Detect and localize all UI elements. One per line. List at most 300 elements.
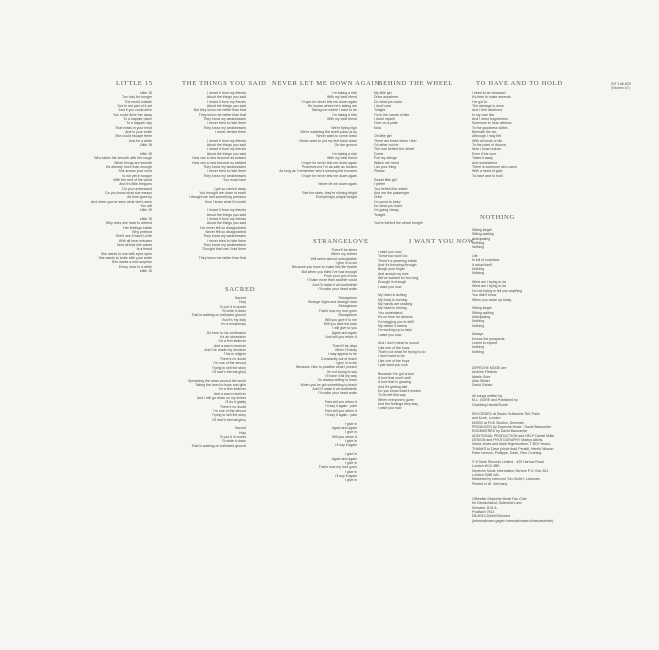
lyric-line: Nothing bbox=[472, 267, 485, 272]
lyric-line: Never let me down again bbox=[318, 182, 357, 187]
lyric-line: With the rest of the world bbox=[113, 177, 152, 182]
lyric-line: There is someone who cares bbox=[472, 164, 517, 169]
lyric-line: I'll say it again bbox=[335, 473, 357, 478]
lyric-line: I'm always willing to learn bbox=[317, 378, 357, 383]
lyric-line: To the point of divorce bbox=[472, 143, 507, 148]
lyric-line: I'll say it again bbox=[335, 443, 357, 448]
lyric-line: Holy bbox=[238, 300, 246, 305]
lyric-line: I heard it from my friends bbox=[207, 208, 246, 213]
lyric-line: Drive bbox=[374, 195, 383, 200]
lyric-line: She'll see it hasn't a life bbox=[115, 234, 152, 239]
credit-line: M.L. GORE and Published by bbox=[472, 398, 518, 403]
song-lyrics bbox=[374, 91, 423, 226]
lyric-line: I'll take more than another could bbox=[307, 278, 357, 283]
lyric-line: I'm begging you to fulfil bbox=[378, 319, 414, 324]
song-lyrics bbox=[91, 91, 152, 273]
lyric-line: Of love's eternal glory bbox=[212, 417, 246, 422]
credits-production bbox=[472, 412, 554, 455]
lyric-line: How I knew what it's worth bbox=[204, 199, 246, 204]
lyric-line: What am I trying to be bbox=[472, 284, 507, 289]
lyric-line: Little 15 bbox=[139, 91, 152, 95]
lyric-line: Takes it away bbox=[472, 156, 494, 161]
lyric-line: They know my weaknesses bbox=[203, 164, 246, 169]
lyric-line: Again and again bbox=[331, 426, 357, 431]
lyric-line: They know me better than that bbox=[198, 256, 246, 261]
lyric-line: And the feelings they stay bbox=[378, 402, 419, 407]
lyric-line: Little 15 bbox=[139, 216, 152, 221]
lyric-line: And I don't mean to sound bbox=[378, 341, 419, 346]
lyric-line: About the things you said bbox=[206, 151, 246, 156]
lyric-line: Sacred bbox=[234, 426, 246, 431]
lyric-line: Little 15 bbox=[139, 269, 152, 274]
credit-line: MIXED at PUK Studios, Denmark bbox=[472, 420, 524, 425]
lyric-line: With all hear misuses bbox=[118, 238, 152, 243]
lyric-line: About the things you said bbox=[206, 221, 246, 226]
lyric-line: I thought we had something precious bbox=[188, 195, 246, 200]
credits-copyright bbox=[472, 460, 548, 486]
lyric-line: What am I trying to do bbox=[472, 280, 507, 285]
lyric-line: Always bbox=[472, 332, 484, 337]
lyric-line: But they know me better than that bbox=[193, 108, 246, 113]
lyric-line: To a happier place bbox=[123, 117, 152, 122]
lyric-line: She wants to use with eyes open bbox=[100, 251, 152, 256]
credits-songwriting bbox=[472, 394, 518, 407]
lyric-line: With all kinds of dirt bbox=[472, 138, 503, 143]
lyric-line: Little 15 bbox=[139, 143, 152, 148]
lyric-line: Sitting target bbox=[472, 306, 492, 311]
lyric-line: And I will go down on my knees bbox=[196, 395, 246, 400]
lyric-line: And accept my love bbox=[378, 271, 409, 276]
lyric-line: A love that won't wait bbox=[378, 375, 411, 380]
lyric-line: Constantly out of reach bbox=[321, 356, 357, 361]
lyric-line: I heard it from my friends bbox=[207, 91, 246, 95]
lyric-line: They know my weaknesses bbox=[203, 125, 246, 130]
lyric-line: To put it in words bbox=[219, 304, 246, 309]
lyric-line: Will you take the pain bbox=[323, 321, 357, 326]
lyric-line: I'd rather not be bbox=[374, 143, 399, 148]
lyric-line: To be left this way bbox=[378, 393, 406, 398]
lyric-line: I give in bbox=[344, 460, 357, 465]
lyric-line: Do you know what she means bbox=[105, 190, 152, 195]
catalog-line: (Stumm 47) bbox=[611, 86, 630, 91]
lyric-line: That is walking on hallowed ground bbox=[191, 313, 246, 318]
lyric-line: I never tried to hide them bbox=[207, 169, 246, 174]
lyric-line: Burgh your finger bbox=[378, 267, 405, 272]
lyric-line: It's already more than enough bbox=[105, 164, 152, 169]
lyric-line: Now all that she wants bbox=[116, 243, 152, 248]
lyric-line: When everyone's gone bbox=[378, 397, 414, 402]
lyric-line: The one behind the wheel bbox=[374, 147, 415, 152]
lyric-line: But it's my duty bbox=[222, 317, 246, 322]
lyric-line: And it's throwing through bbox=[378, 263, 417, 268]
lyric-line: When things are smooth bbox=[114, 160, 152, 165]
credit-line: für Deutschland, Österreich und bbox=[472, 501, 522, 506]
lyric-line: Do what you want bbox=[374, 99, 402, 104]
lyric-line: As time goes by bbox=[127, 195, 152, 200]
lyric-line: And it's getting late bbox=[378, 384, 408, 389]
lyric-line: Just for a while bbox=[128, 138, 152, 143]
lyric-line: Like one of the boys bbox=[378, 358, 410, 363]
lyric-line: Promises me I'm as safe as houses bbox=[301, 164, 357, 169]
credit-line: Marketed by Intercord Ton GmbH, Licensee. bbox=[472, 477, 541, 482]
lyric-line: There's no doubt bbox=[219, 356, 246, 361]
lyric-line: I'll make your heart smile bbox=[318, 391, 357, 396]
lyric-line: They know my weaknesses bbox=[203, 173, 246, 178]
lyric-line: Although I may flirt bbox=[472, 134, 501, 139]
lyric-line: Do you know what it means bbox=[378, 389, 421, 393]
credit-line: ADDITIONAL PRODUCTION and HELP Daniel Miller bbox=[472, 433, 555, 438]
song-lyrics bbox=[279, 91, 357, 200]
lyric-line: I will give to you bbox=[332, 326, 357, 331]
lyric-line: When you've got something to teach bbox=[300, 382, 357, 387]
lyric-line: Strangelove bbox=[338, 313, 357, 318]
song-lyrics bbox=[292, 248, 357, 483]
lyric-line: Watch me move bbox=[374, 160, 400, 165]
lyric-line: Everything's alright tonight bbox=[316, 195, 357, 200]
lyric-line: They know my weaknesses bbox=[203, 117, 246, 122]
lyric-line: Will you give it to me bbox=[324, 317, 357, 322]
lyric-line: Strange highs and strange lows bbox=[307, 300, 357, 305]
lyric-line: My heart is aching bbox=[378, 293, 407, 298]
lyric-line: Tonight bbox=[374, 212, 386, 217]
lyric-line: To have and to hold bbox=[472, 173, 503, 178]
lyric-line: Nothing bbox=[472, 345, 485, 350]
credit-line: and Konk, London bbox=[472, 416, 501, 421]
lyric-line: To write it down bbox=[221, 309, 246, 314]
lyric-line: We've wanted for too long bbox=[378, 276, 419, 281]
lyric-line: There'll be times bbox=[331, 248, 357, 252]
lyric-line: The world outside bbox=[124, 99, 152, 104]
lyric-line: Drive anywhere bbox=[374, 95, 399, 100]
credit-line: Peter Iverson, Phillippe, Dean, Rico Conning bbox=[472, 451, 542, 456]
lyric-line: Do what you want bbox=[374, 203, 402, 208]
lyric-line: I need to be cleansed bbox=[472, 91, 506, 95]
credit-line: David Jones and Mark Higenbottam, T BOY Assoc. bbox=[472, 442, 552, 447]
lyric-line: When you woke up today bbox=[472, 297, 512, 302]
lyric-line: Sitting target bbox=[472, 228, 492, 232]
lyric-line: I want you now bbox=[378, 332, 402, 337]
lyric-line: As long as I remember who's wearing the trousers bbox=[279, 169, 357, 174]
lyric-line: Oh little girl bbox=[374, 134, 392, 139]
lyric-line: About the things you said bbox=[206, 143, 246, 148]
lyric-line: Will you return it bbox=[331, 434, 357, 439]
lyric-line: Tonight bbox=[374, 108, 386, 113]
lyric-line: I'm not trying to tell you anything bbox=[472, 288, 523, 293]
credit-line: Printed in W. Germany bbox=[472, 481, 508, 486]
lyric-line: Is a friend bbox=[136, 247, 152, 252]
lyric-line: I've never felt so disappointed bbox=[199, 225, 246, 230]
lyric-line: You didn't know bbox=[472, 293, 497, 298]
lyric-line: The damage is done bbox=[472, 104, 504, 109]
credit-line: Andrew Fletcher bbox=[472, 370, 498, 375]
lyric-line: There'll be days bbox=[332, 343, 357, 348]
lyric-line: Anticipating bbox=[472, 236, 491, 241]
lyric-line: I never tried to hide them bbox=[207, 121, 246, 126]
lyric-line: So here is my confession bbox=[206, 330, 246, 335]
lyric-line: To a happier day bbox=[126, 121, 152, 126]
lyric-line: And I've made my decision bbox=[204, 348, 246, 353]
lyric-line: She wants to smile with your smile bbox=[98, 256, 152, 261]
credit-line: Offizieller Depeche Mode Fan-Club bbox=[472, 497, 527, 501]
catalog-number bbox=[611, 82, 631, 91]
lyric-line: Nothing bbox=[472, 319, 485, 324]
lyric-line: I'll say it again - pain bbox=[325, 404, 357, 409]
lyric-line: I'm working up to take bbox=[378, 328, 412, 333]
lyric-line: They know me better than that bbox=[198, 112, 246, 117]
lyric-line: Do you understand bbox=[122, 186, 152, 191]
lyric-line: And I feel deceived bbox=[472, 108, 502, 113]
credit-line: Alan Wilder bbox=[472, 379, 490, 384]
lyric-line: I give in bbox=[344, 478, 357, 483]
lyric-line: Nothing bbox=[472, 271, 485, 276]
lyric-line: With a heart of gold bbox=[472, 169, 503, 174]
lyric-line: I'm a firm believer bbox=[218, 387, 246, 392]
lyric-line: We're watching the world pass us by bbox=[300, 130, 357, 135]
lyric-line: You understand bbox=[378, 310, 403, 315]
credit-line: Depeche Mode Information Service P.O. Box 304 bbox=[472, 468, 549, 473]
credit-line: David Gahan bbox=[472, 383, 493, 388]
credit-line: DESIGN and PHOTOGRAPHY Martyn Atkins, bbox=[472, 438, 544, 443]
credit-line: Grabbing Hands/Sonet bbox=[472, 402, 508, 407]
lyric-line: I'm a firm believer bbox=[218, 339, 246, 344]
lyric-line: I'll do it gladly bbox=[225, 400, 246, 405]
lyric-line: I don't care bbox=[374, 104, 392, 109]
lyric-line: I've got to bbox=[472, 99, 488, 104]
lyric-line: There's a yearning inside bbox=[378, 258, 417, 263]
lyric-line: Never want to put my feet back down bbox=[299, 138, 357, 143]
lyric-line: Never felt so disappointed bbox=[205, 230, 246, 234]
lyric-line: They know my weaknesses bbox=[203, 243, 246, 248]
lyric-line: You're not part of it yet bbox=[117, 104, 152, 109]
lyric-line: I'm a missionary bbox=[220, 322, 246, 327]
lyric-line: I heard it from my friends bbox=[207, 216, 246, 221]
lyric-line: Spreading the news around the world bbox=[188, 378, 246, 383]
lyric-line: When I'll stray bbox=[335, 347, 357, 352]
credit-line: PRODUCED by Depeche Mode · David Bascombe bbox=[472, 425, 551, 430]
lyric-line: I'm not trying to say bbox=[326, 369, 357, 374]
lyric-line: Pull my strings bbox=[374, 156, 397, 161]
lyric-line: With my best friend bbox=[327, 95, 357, 100]
lyric-line: Nothing bbox=[472, 349, 485, 354]
lyric-line: I'm taking a ride bbox=[332, 91, 357, 95]
lyric-line: Enough is enough bbox=[378, 280, 407, 285]
lyric-line: And somewhere bbox=[472, 160, 498, 165]
lyric-line: I give in bbox=[344, 452, 357, 457]
lyric-line: Is not yet in tongue bbox=[122, 173, 152, 178]
lyric-line: Like one of the boys bbox=[378, 345, 410, 350]
lyric-line: I'm in the hands of fate bbox=[374, 112, 410, 117]
lyric-line: Why does she have to defend bbox=[105, 221, 152, 226]
lyric-line: Come bbox=[374, 151, 384, 156]
credits-band bbox=[472, 366, 506, 388]
lyric-line: Strangelove bbox=[338, 295, 357, 300]
credit-line: © ℗ Mute Records Limited · 429 Harrow Road bbox=[472, 460, 544, 464]
lyric-line: There are times when I feel bbox=[374, 138, 417, 143]
lyric-line: Why pretend bbox=[132, 230, 152, 234]
lyric-line: That's how my love goes bbox=[318, 308, 357, 313]
lyric-line: And I'll make it all worthwhile bbox=[312, 282, 357, 287]
lyric-line: Life bbox=[472, 254, 478, 259]
lyric-line: Pain will you return it bbox=[324, 408, 357, 413]
lyric-line: I got so carried away bbox=[213, 186, 246, 191]
song-title: I WANT YOU NOW bbox=[409, 238, 475, 245]
lyric-line: About the things you said bbox=[206, 212, 246, 217]
song-lyrics bbox=[188, 296, 246, 448]
lyric-line: I never tried to hide them bbox=[207, 238, 246, 243]
lyric-line: Holy bbox=[238, 430, 246, 435]
lyric-line: I may appear to be bbox=[327, 352, 357, 357]
lyric-line: Again and again bbox=[331, 456, 357, 461]
lyric-line: That's how my love goes bbox=[318, 465, 357, 470]
song-title: BEHIND THE WHEEL bbox=[378, 80, 454, 87]
lyric-line: How can a new become as twisted bbox=[192, 156, 246, 161]
lyric-line: I heard it from my friends bbox=[207, 99, 246, 104]
lyric-line: I'm taking a ride bbox=[332, 112, 357, 117]
lyric-line: It's an obsession bbox=[220, 335, 246, 340]
lyric-line: She could escape there bbox=[115, 134, 152, 139]
lyric-line: To the goodness within bbox=[472, 125, 508, 130]
song-lyrics bbox=[472, 91, 517, 178]
credit-line: Postfach 7514 bbox=[472, 510, 495, 515]
lyric-line: From your pot of love bbox=[323, 274, 357, 279]
lyric-line: I hope he never lets me down again bbox=[301, 160, 357, 165]
credit-line: Martin Gore bbox=[472, 374, 491, 379]
lyric-line: I don't want to be bbox=[378, 354, 405, 359]
lyric-line: Now I must reduce bbox=[472, 147, 502, 152]
lyric-line: I want you now bbox=[378, 284, 402, 289]
lyric-line: Will seem almost unforgivable bbox=[310, 256, 357, 261]
lyric-line: And I need forgiveness bbox=[472, 117, 508, 122]
lyric-line: You could drive her away bbox=[113, 112, 152, 117]
lyric-line: I do your thing bbox=[374, 164, 397, 169]
lyric-line: A love that is growing bbox=[378, 380, 412, 385]
song-title: NEVER LET ME DOWN AGAIN bbox=[272, 80, 380, 87]
lyric-line: About the things you said bbox=[206, 104, 246, 109]
lyric-line: My body is burning bbox=[378, 297, 408, 302]
lyric-line: And I'll make it all worthwhile bbox=[312, 387, 357, 391]
lyric-line: On the ground bbox=[334, 143, 357, 148]
lyric-line: I give in bbox=[344, 469, 357, 474]
lyric-line: See the stars, they're shining bright bbox=[302, 190, 357, 195]
lyric-line: Her feelings inside bbox=[123, 225, 152, 230]
lyric-line: Little 15 bbox=[139, 208, 152, 213]
lyric-line: My desire it seems bbox=[378, 323, 408, 328]
lyric-line: There's no doubt bbox=[219, 404, 246, 409]
lyric-line: My head is turning bbox=[378, 306, 407, 311]
lyric-line: Is full of surprises bbox=[472, 258, 500, 263]
song-title: TO HAVE AND TO HOLD bbox=[476, 80, 563, 87]
song-title: LITTLE 15 bbox=[116, 80, 153, 87]
lyric-line: About the things you said bbox=[206, 95, 246, 100]
lyric-line: Someone to hear witness bbox=[472, 121, 512, 126]
lyric-line: I'll have it all my way bbox=[325, 373, 357, 378]
lyric-line: I'm yours to keep bbox=[374, 199, 401, 204]
lyric-line: Because you have to make this life livable bbox=[292, 265, 357, 270]
lyric-line: And it's little intrigues bbox=[119, 182, 152, 187]
lyric-line: Even if the cure bbox=[472, 151, 497, 156]
lyric-line: With my best friend bbox=[327, 117, 357, 122]
lyric-line: And a warm receiver bbox=[213, 343, 246, 348]
lyric-line: It adopt itself bbox=[472, 262, 492, 267]
lyric-line: I hand myself bbox=[374, 117, 395, 122]
lyric-line: I'm taking a ride bbox=[332, 151, 357, 156]
lyric-line: I give in bbox=[344, 439, 357, 444]
lyric-line: And in your smile bbox=[125, 130, 152, 135]
lyric-line: With my best friend bbox=[327, 156, 357, 161]
lyric-line: It's time to make amends bbox=[472, 95, 511, 100]
lyric-line: I'm one of the devout bbox=[213, 361, 246, 366]
lyric-line: You must have bbox=[222, 177, 246, 182]
lyric-line: You will bbox=[140, 203, 152, 208]
lyric-line: My hands are shaking bbox=[378, 302, 413, 307]
lyric-line: I'll make your heart smile bbox=[318, 287, 357, 292]
lyric-line: That is walking on hallowed ground bbox=[191, 443, 246, 448]
lyric-line: Taking the word to boys and girls bbox=[195, 382, 246, 387]
lyric-line: Beneath the sin bbox=[472, 130, 497, 135]
credits-fanclub bbox=[472, 497, 553, 523]
lyric-line: I'll say it again - pain bbox=[325, 413, 357, 418]
credit-line: (Informationen gegen Internationalen Antwortschein) bbox=[472, 518, 554, 523]
song-title: NOTHING bbox=[480, 214, 515, 221]
lyric-line: Sacred bbox=[234, 296, 246, 300]
lyric-line: She knows your mind bbox=[118, 169, 152, 174]
lyric-line: Now bbox=[374, 125, 382, 130]
lyric-line: Pain will you return it bbox=[324, 400, 357, 405]
lyric-line: And will you return it bbox=[325, 334, 357, 339]
lyric-line: I heard it from my friends bbox=[207, 138, 246, 143]
lyric-line: Too holy for hunger bbox=[122, 95, 152, 100]
lyric-line: I'm going cheap bbox=[374, 208, 399, 213]
lyric-line: I give in bbox=[344, 421, 357, 426]
credit-line: ENGINEERED by David Bascombe bbox=[472, 429, 528, 434]
lyric-line: Little 15 bbox=[139, 151, 152, 156]
lyric-line: Learnt to expect bbox=[472, 340, 498, 345]
lyric-line: Sitting waiting bbox=[472, 232, 494, 237]
lyric-line: Trying to sell the story bbox=[211, 365, 246, 370]
lyric-line: It's no time for dreams bbox=[378, 315, 413, 320]
lyric-line: Knows the prospects bbox=[472, 336, 505, 341]
lyric-line: Nothing bbox=[472, 323, 485, 328]
lyric-line: How can a new become so twisted bbox=[192, 160, 246, 165]
lyric-line: And if you could drive bbox=[118, 108, 152, 113]
lyric-line: Thought that one I had them bbox=[202, 247, 246, 252]
lyric-line: Over on a plate bbox=[374, 121, 398, 126]
lyric-line: She wants a nice surprise bbox=[111, 260, 152, 265]
lyric-line: You behind the wheel bbox=[374, 186, 408, 191]
lyric-line: Every once in a while bbox=[118, 264, 152, 269]
credit-line: London W10 4RE bbox=[472, 464, 500, 469]
lyric-line: Of love's eternal glory bbox=[212, 369, 246, 374]
lyric-line: You're behind the wheel tonight bbox=[374, 221, 423, 226]
lyric-line: Taking me where I want to be bbox=[311, 108, 357, 113]
lyric-line: I hope he never lets me down again bbox=[301, 173, 357, 178]
credit-line: All songs written by bbox=[472, 394, 503, 398]
credit-line: Schweiz: B.M.A. bbox=[472, 505, 498, 510]
lyric-line: They know my weaknesses bbox=[203, 234, 246, 239]
lyric-line: To write it down bbox=[221, 439, 246, 444]
lyric-line: I'm one of the devout bbox=[213, 408, 246, 413]
lyric-line: Nothing bbox=[472, 241, 485, 246]
lyric-line: I prefer bbox=[374, 182, 386, 187]
lyric-line: To put it in words bbox=[219, 435, 246, 439]
lyric-line: I give in to sin bbox=[335, 261, 357, 266]
song-lyrics bbox=[378, 250, 425, 411]
song-lyrics bbox=[189, 91, 246, 260]
credit-line: THANKS to Dave (chick that) Penalti, Henrik Nilsson bbox=[472, 446, 554, 451]
lyric-line: I just want you now bbox=[378, 362, 408, 367]
lyric-line: He knows where he's taking me bbox=[307, 104, 357, 109]
lyric-line: Who takes the smooth with the rough bbox=[94, 156, 152, 161]
